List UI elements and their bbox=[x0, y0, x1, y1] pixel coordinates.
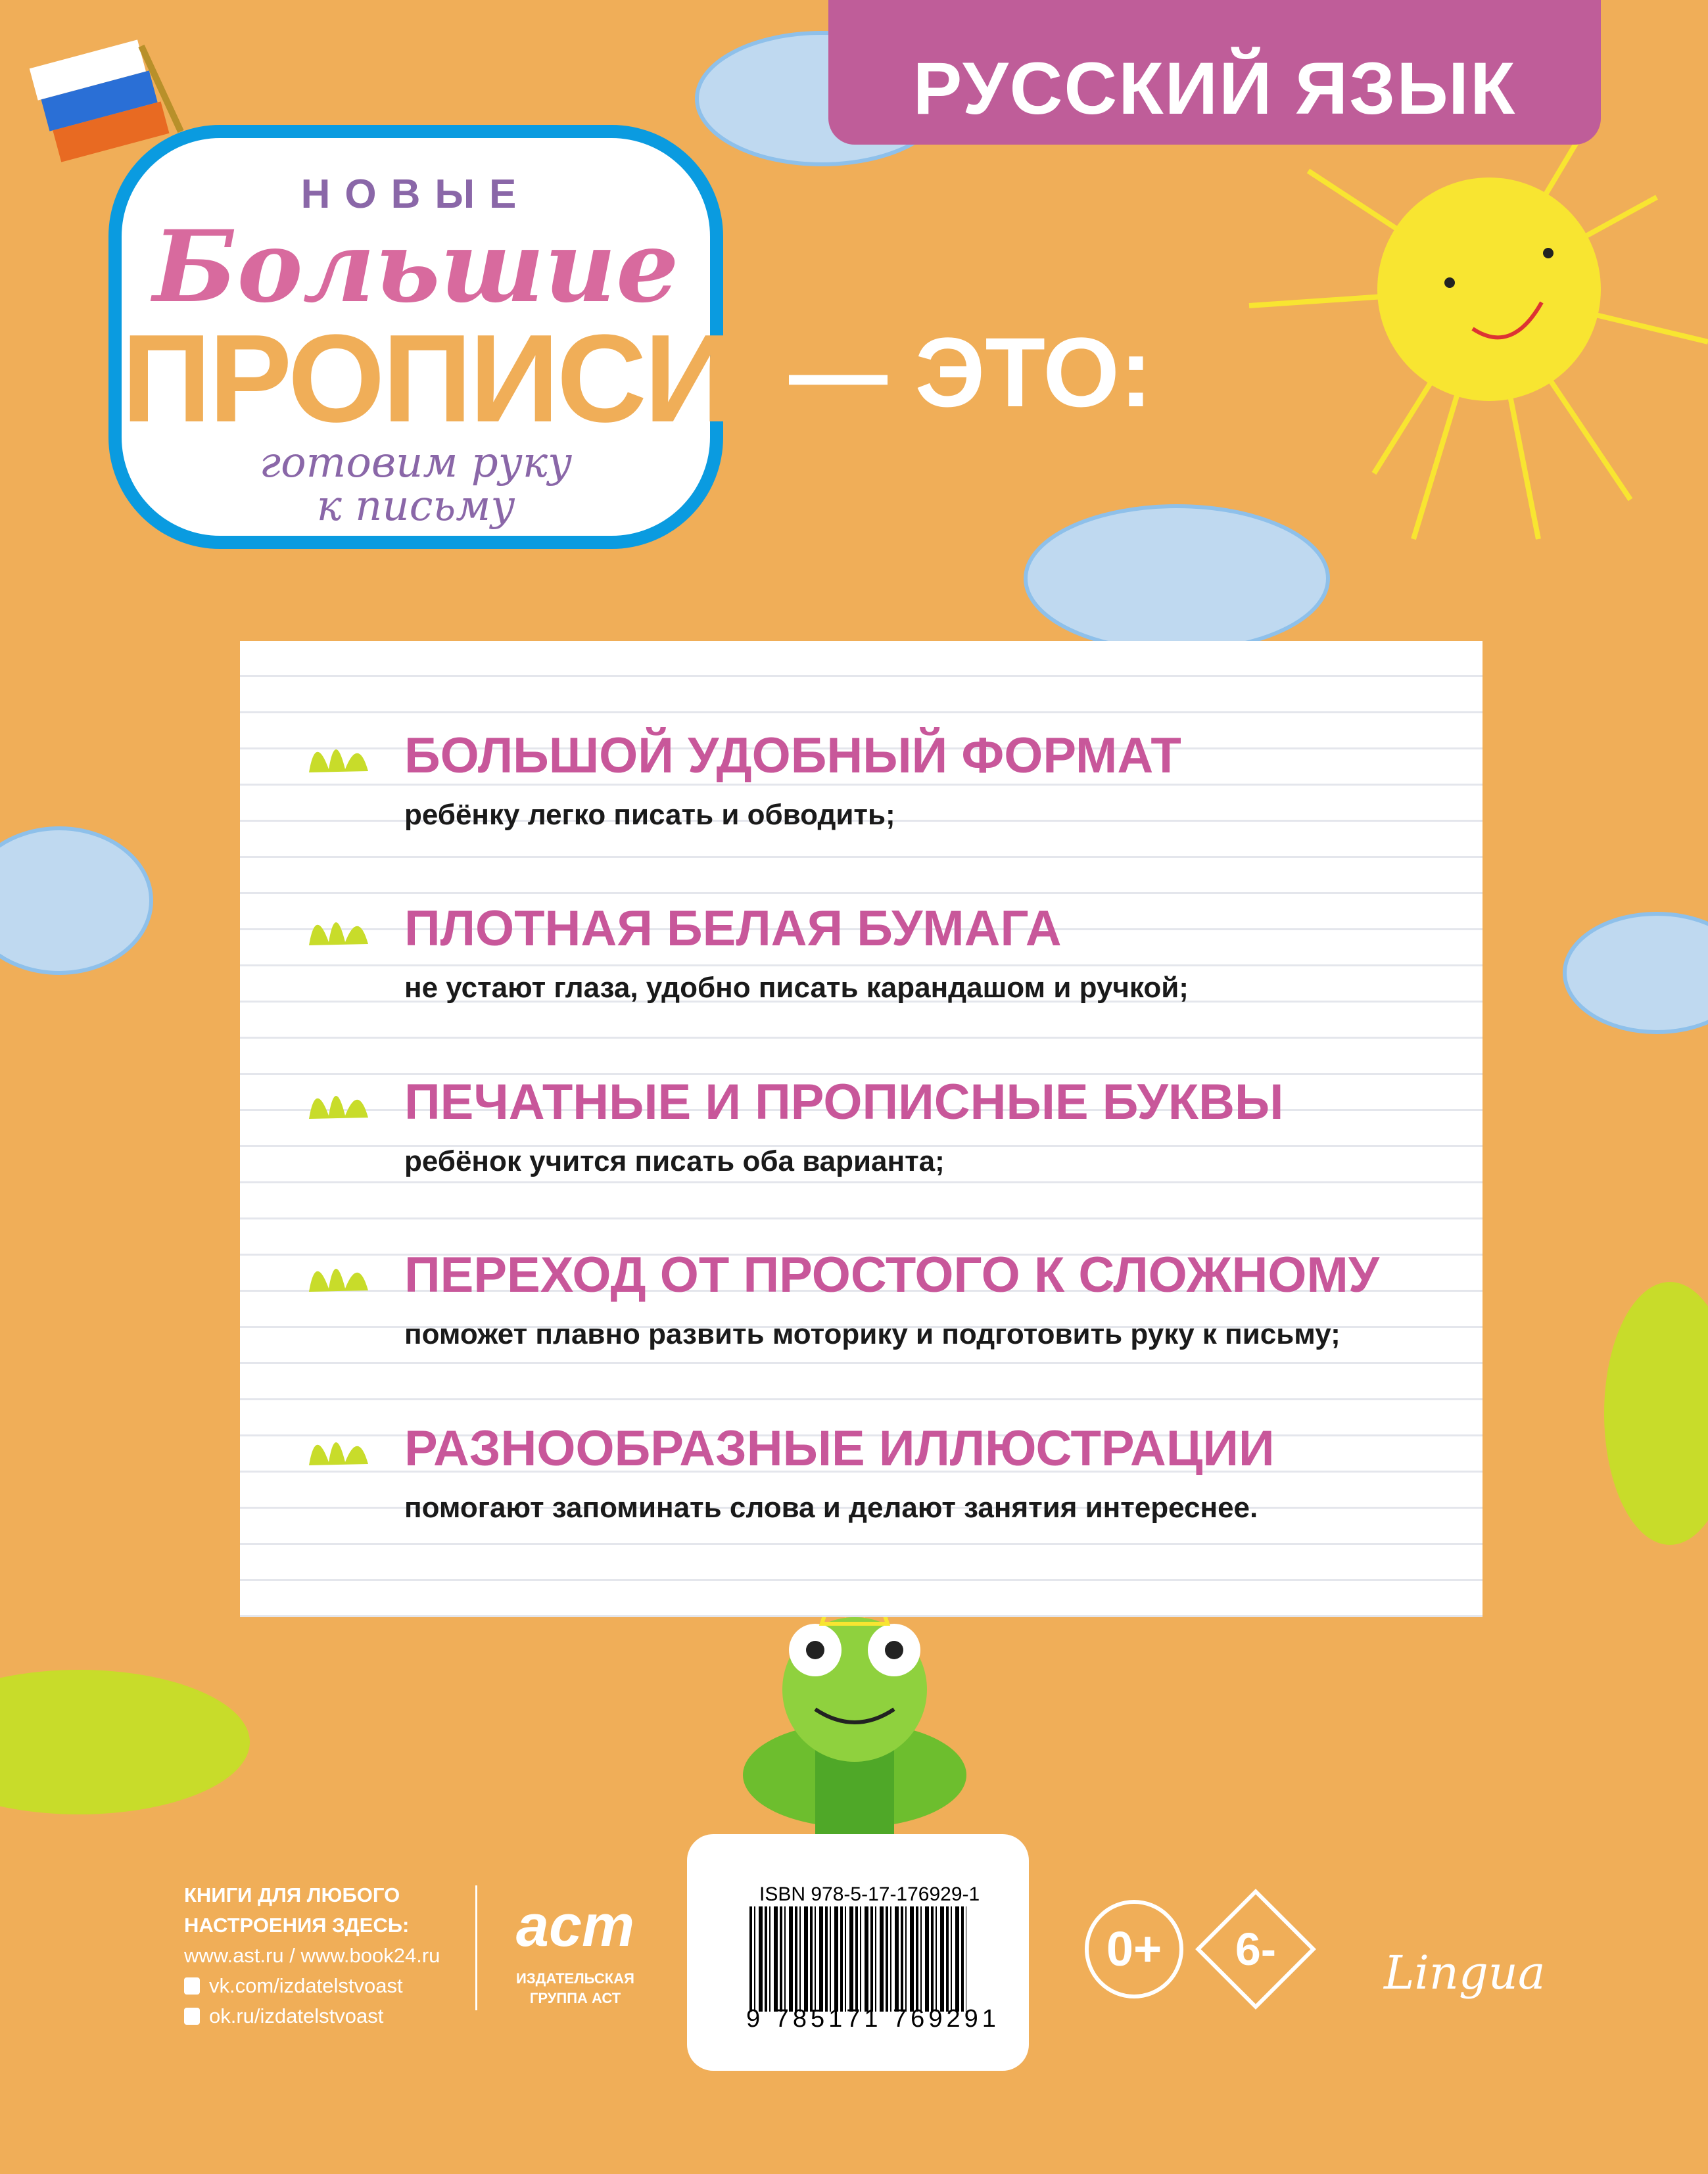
logo-subtitle-2: к письму bbox=[316, 482, 515, 531]
grade-label: 6- bbox=[1235, 1924, 1277, 1975]
feature-desc: ребёнку легко писать и обводить; bbox=[404, 799, 895, 831]
feature-title: ПЕЧАТНЫЕ И ПРОПИСНЫЕ БУКВЫ bbox=[404, 1074, 1284, 1130]
series-logo bbox=[108, 125, 732, 549]
info-title-1: КНИГИ ДЛЯ ЛЮБОГО bbox=[184, 1883, 400, 1906]
leaf-icon bbox=[302, 726, 375, 779]
isbn-text: ISBN 978-5-17-176929-1 bbox=[759, 1883, 980, 1905]
feature-title: БОЛЬШОЙ УДОБНЫЙ ФОРМАТ bbox=[404, 728, 1181, 784]
vk-link[interactable]: vk.com/izdatelstvoast bbox=[209, 1974, 403, 1997]
logo-subtitle-1: готовим руку bbox=[259, 438, 573, 487]
lingua-logo: Lingua bbox=[1384, 1946, 1546, 2000]
logo-line-new: НОВЫЕ bbox=[300, 172, 531, 217]
leaf-icon bbox=[302, 1419, 375, 1472]
intro-text: — ЭТО: bbox=[789, 317, 1152, 427]
feature-desc: ребёнок учится писать оба варианта; bbox=[404, 1145, 945, 1177]
frog-icon bbox=[743, 1588, 966, 1841]
logo-line-big: Большие bbox=[153, 209, 679, 325]
ok-link[interactable]: ok.ru/izdatelstvoast bbox=[209, 2004, 384, 2027]
features-paper bbox=[240, 641, 1483, 1617]
ok-icon bbox=[184, 2008, 200, 2025]
leaf-icon bbox=[302, 899, 375, 952]
barcode bbox=[749, 1906, 966, 2012]
feature-desc: поможет плавно развить моторику и подготовить руку к письму; bbox=[404, 1318, 1340, 1350]
ast-caption-2: ГРУППА АСТ bbox=[529, 1990, 621, 2006]
feature-desc: помогают запоминать слова и делают занятия интереснее. bbox=[404, 1492, 1258, 1524]
divider bbox=[475, 1885, 477, 2010]
ast-logo-mark: аст bbox=[515, 1893, 635, 1959]
age-rating-badge: 0+ bbox=[1085, 1900, 1183, 1998]
barcode-card bbox=[687, 1834, 1029, 2071]
logo-line-propisi: ПРОПИСИ bbox=[122, 309, 732, 448]
ast-caption-1: ИЗДАТЕЛЬСКАЯ bbox=[516, 1970, 634, 1987]
leaf-icon bbox=[302, 1073, 375, 1125]
ast-logo bbox=[510, 1883, 641, 2008]
vk-icon bbox=[184, 1977, 200, 1995]
feature-title: ПЛОТНАЯ БЕЛАЯ БУМАГА bbox=[404, 901, 1062, 957]
ean-number: 9 785171 769291 bbox=[746, 2005, 1000, 2033]
feature-title: ПЕРЕХОД ОТ ПРОСТОГО К СЛОЖНОМУ bbox=[404, 1247, 1380, 1303]
feature-title: РАЗНООБРАЗНЫЕ ИЛЛЮСТРАЦИИ bbox=[404, 1421, 1275, 1477]
info-title-2: НАСТРОЕНИЯ ЗДЕСЬ: bbox=[184, 1914, 410, 1937]
publisher-info bbox=[184, 1880, 440, 2031]
website-links[interactable]: www.ast.ru / www.book24.ru bbox=[184, 1944, 440, 1967]
sun-icon bbox=[1249, 118, 1708, 539]
feature-desc: не устают глаза, удобно писать карандашом и ручкой; bbox=[404, 972, 1189, 1004]
subject-tab: РУССКИЙ ЯЗЫК bbox=[828, 0, 1601, 145]
leaf-icon bbox=[302, 1246, 375, 1298]
